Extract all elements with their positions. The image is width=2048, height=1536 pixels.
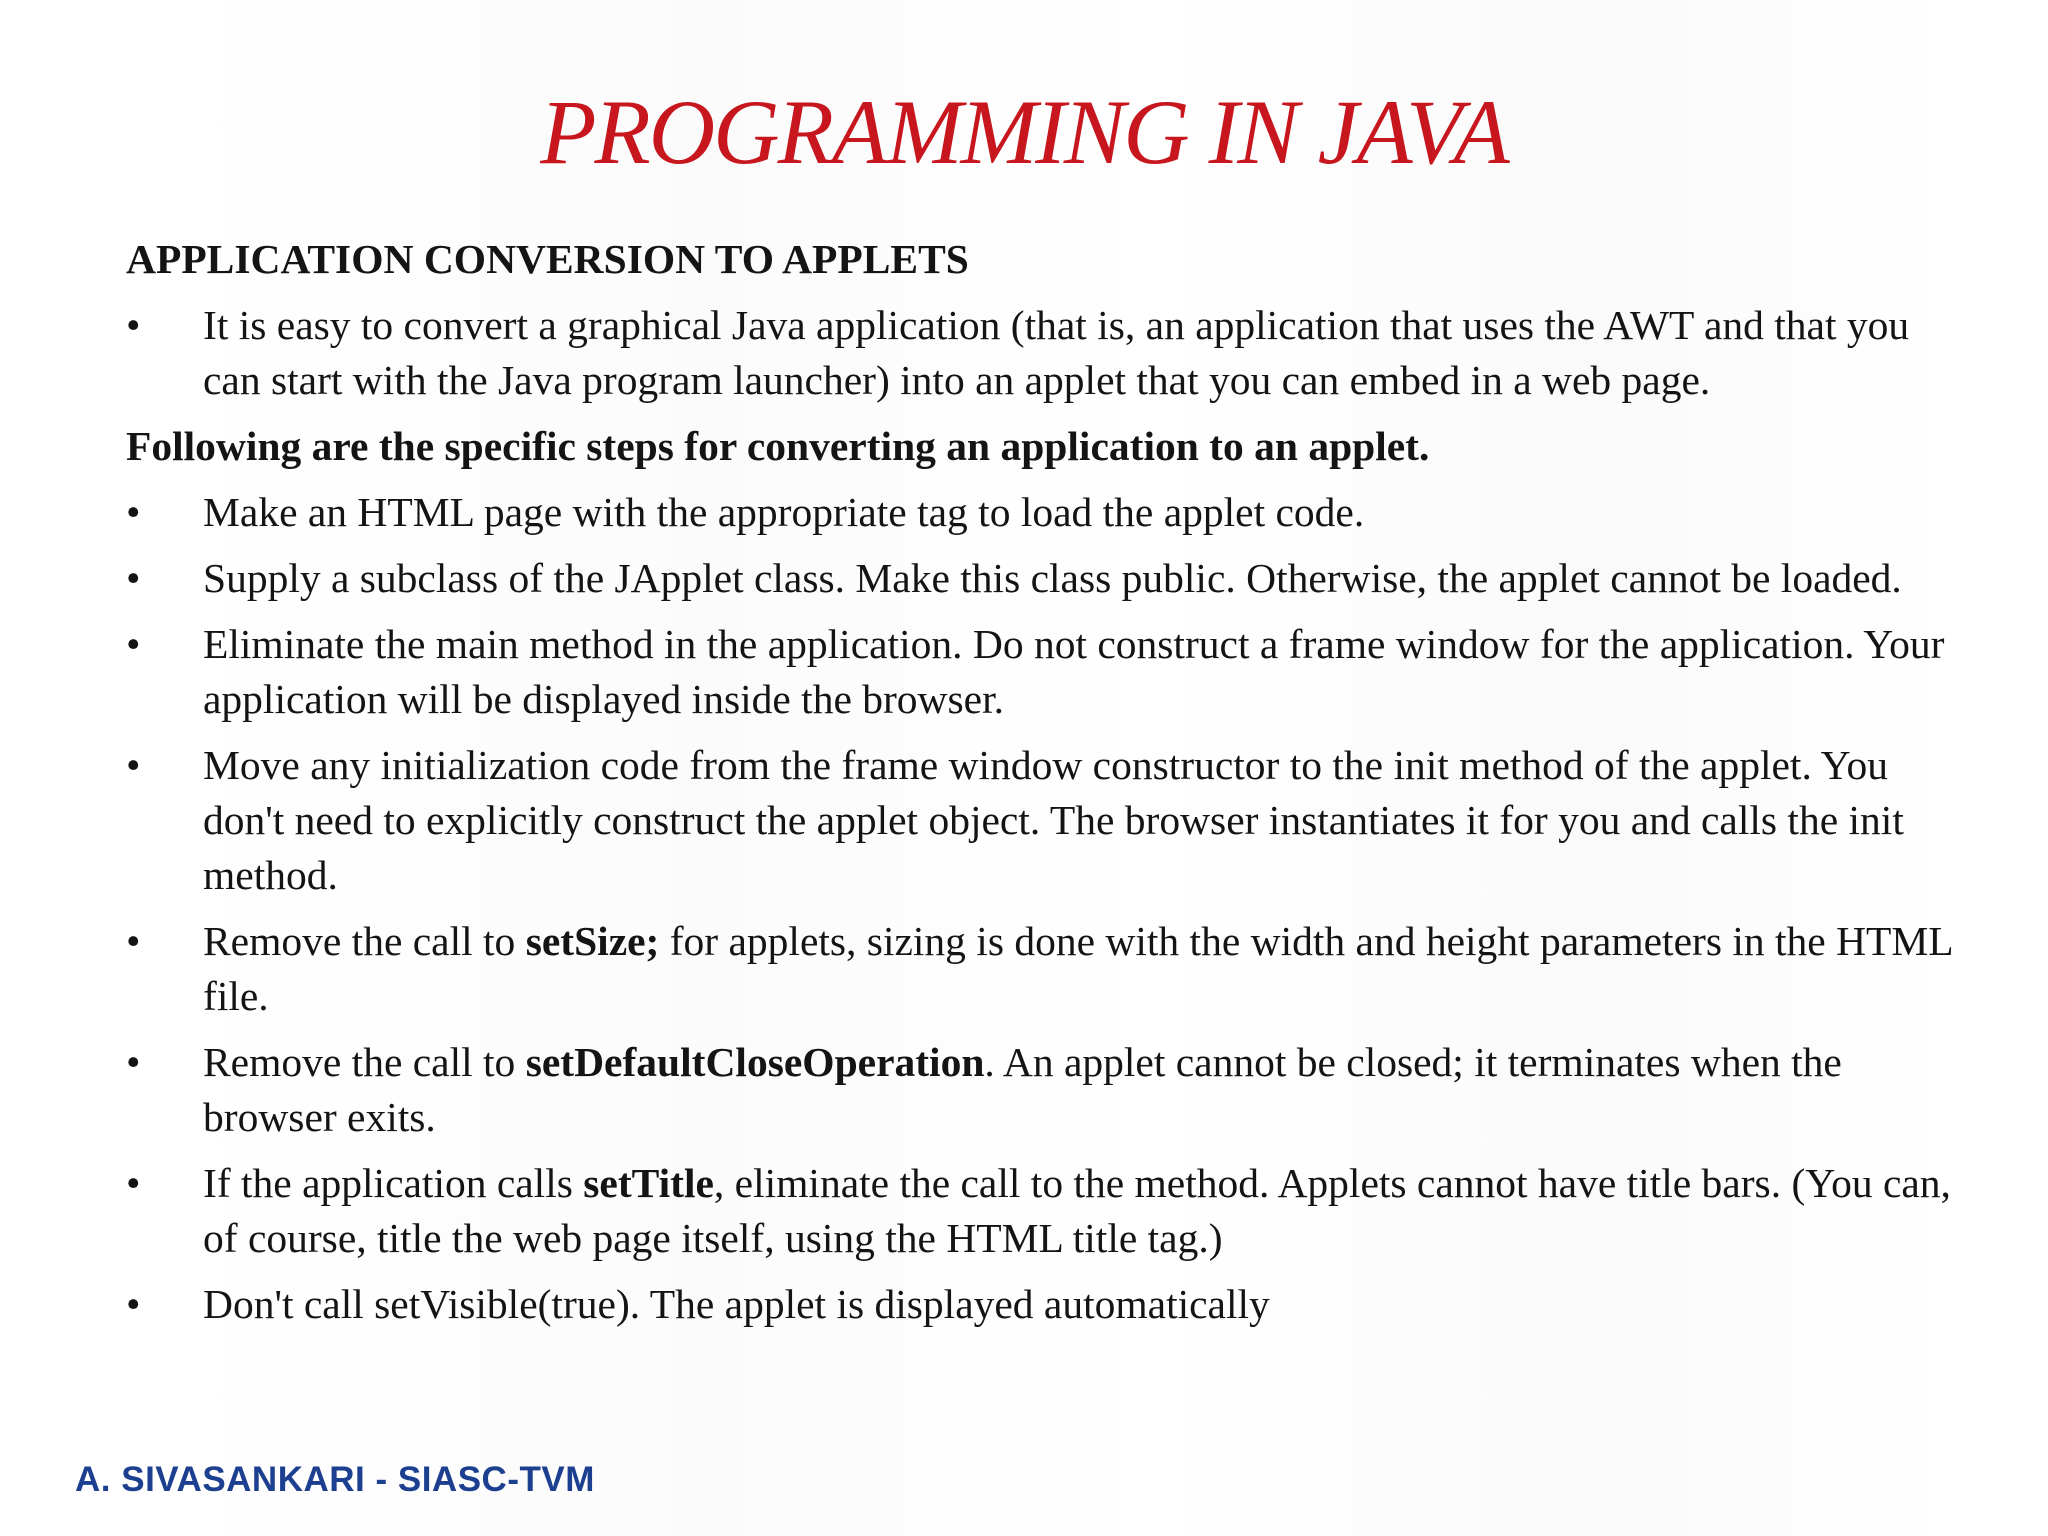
bullet-icon: • (126, 1039, 141, 1085)
list-item (126, 1277, 1966, 1332)
list-item-text (203, 918, 1952, 1019)
method-name: setDefaultCloseOperation (525, 1039, 985, 1085)
intro-list (126, 298, 1966, 408)
list-item (126, 1035, 1966, 1145)
list-item-text: Don't call setVisible(true). The applet is displayed automatically (203, 1281, 1270, 1327)
list-item-text: Move any initialization code from the frame window constructor to the init method of the applet. You don't need to explicitly construct the applet object. The browser instantiates it for you and calls the init method. (203, 742, 1904, 898)
text-run: for applets, sizing is done with the width and height parameters in the HTML file. (203, 918, 1953, 1019)
slide-title: PROGRAMMING IN JAVA (540, 81, 1508, 183)
text-run: , eliminate the call to the method. Applets cannot have title bars. (You can, of course, title the web page itself, using the HTML title tag.) (203, 1160, 1951, 1261)
list-item (126, 485, 1966, 540)
list-item (126, 1156, 1966, 1266)
slide-content (126, 232, 1966, 1343)
steps-heading: Following are the specific steps for converting an application to an applet. (126, 423, 1430, 469)
list-item-text: Supply a subclass of the JApplet class. Make this class public. Otherwise, the applet cannot be loaded. (203, 555, 1902, 601)
method-name: setSize; (525, 918, 660, 964)
text-run: . An applet cannot be closed; it terminates when the browser exits. (203, 1039, 1842, 1140)
bullet-icon: • (126, 918, 141, 964)
bullet-icon: • (126, 1281, 141, 1327)
list-item (126, 914, 1966, 1024)
text-run: Remove the call to (203, 918, 526, 964)
text-run: If the application calls (203, 1160, 584, 1206)
section-heading: APPLICATION CONVERSION TO APPLETS (126, 236, 969, 282)
list-item (126, 298, 1966, 408)
steps-list (126, 485, 1966, 1332)
list-item-text (203, 1160, 1951, 1261)
bullet-icon: • (126, 489, 141, 535)
bullet-icon: • (126, 742, 141, 788)
list-item-text: Eliminate the main method in the application. Do not construct a frame window for the application. Your application will be displayed inside the browser. (203, 621, 1945, 722)
list-item (126, 738, 1966, 903)
list-item-text: It is easy to convert a graphical Java application (that is, an application that uses the AWT and that you can start with the Java program launcher) into an applet that you can embed in a web page. (203, 302, 1910, 403)
list-item-text: Make an HTML page with the appropriate tag to load the applet code. (203, 489, 1365, 535)
method-name: setTitle (583, 1160, 714, 1206)
bullet-icon: • (126, 302, 141, 348)
footer-author: A. SIVASANKARI - SIASC-TVM (75, 1460, 595, 1499)
list-item (126, 617, 1966, 727)
bullet-icon: • (126, 555, 141, 601)
bullet-icon: • (126, 1160, 141, 1206)
list-item (126, 551, 1966, 606)
bullet-icon: • (126, 621, 141, 667)
list-item-text (203, 1039, 1842, 1140)
text-run: Remove the call to (203, 1039, 526, 1085)
